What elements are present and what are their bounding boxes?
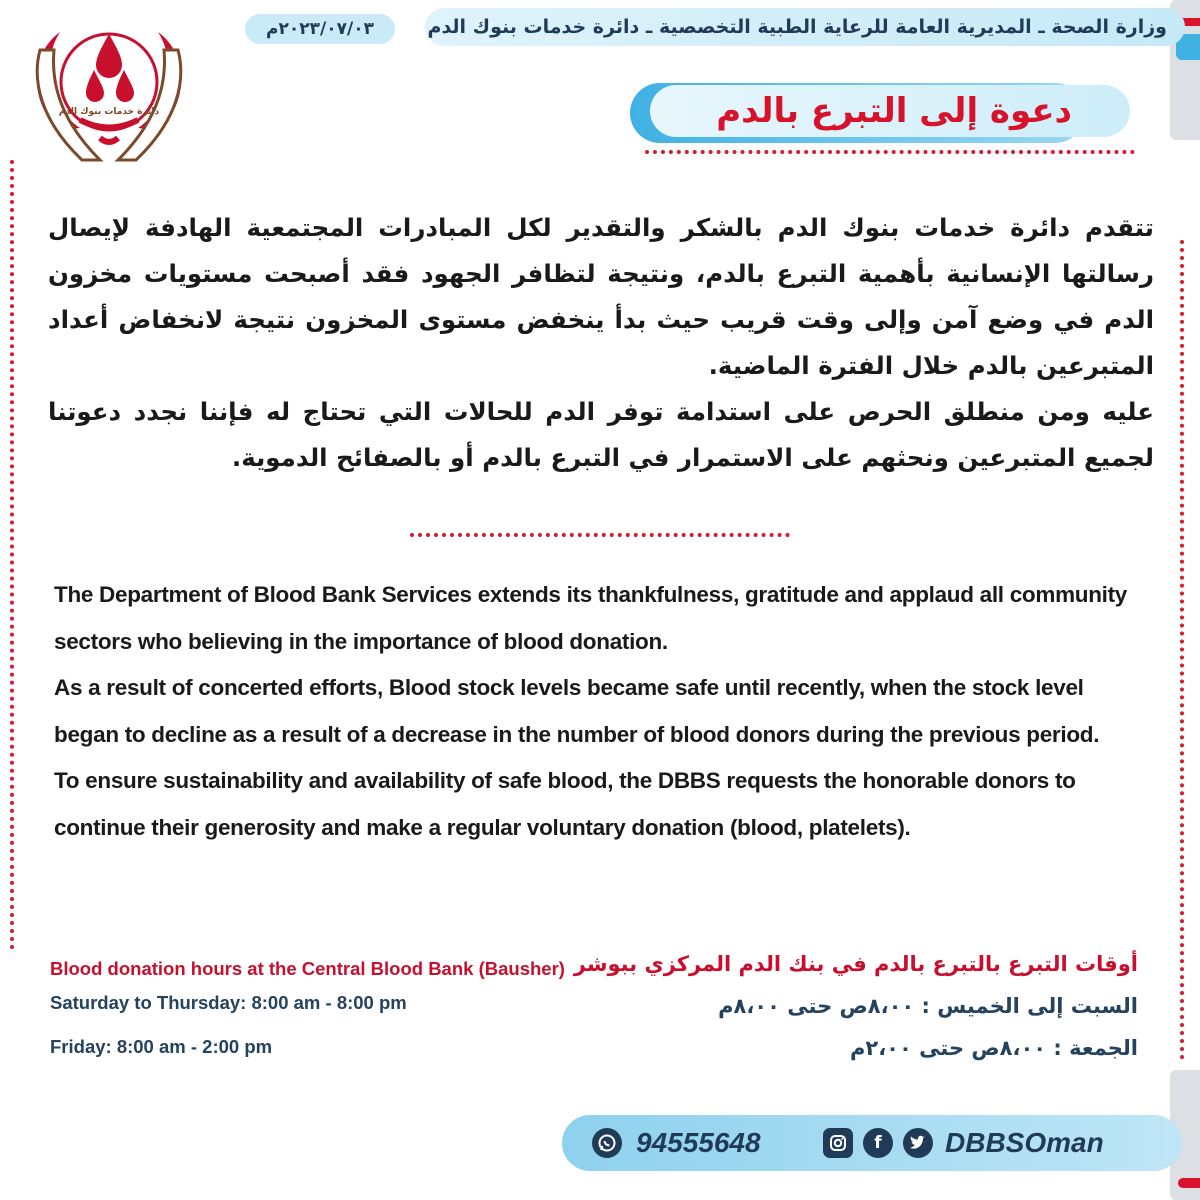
social-links [823,1127,1104,1159]
facebook-icon[interactable]: f [863,1128,893,1158]
hours-ar-friday: الجمعة : ٨،٠٠ص حتى ٢،٠٠م [849,1036,1138,1060]
hours-ar-title: أوقات التبرع بالتبرع بالدم في بنك الدم المركزي ببوشر [573,952,1138,976]
english-paragraph-3: To ensure sustainability and availability of safe blood, the DBBS requests the honorable donors to continue their generosity and make a regular voluntary donation (blood, platelets). [54,768,1076,840]
arabic-body [48,205,1154,481]
title-dotted-line [645,150,1135,154]
phone-number[interactable]: 94555648 [636,1127,761,1158]
header-banner [425,8,1185,46]
hours-en-title: Blood donation hours at the Central Blood Bank (Bausher) [50,958,565,979]
logo [20,10,198,168]
twitter-icon[interactable] [903,1128,933,1158]
blood-bank-logo-icon [20,10,198,168]
whatsapp-contact[interactable] [592,1127,761,1159]
english-body [54,572,1144,851]
hours-en-weekdays: Saturday to Thursday: 8:00 am - 8:00 pm [50,992,407,1013]
date-badge [245,14,395,44]
whatsapp-icon [592,1128,622,1158]
english-paragraph-2: As a result of concerted efforts, Blood stock levels became safe until recently, when the stock level began to decline as a result of a decrease in the number of blood donors during the previous period. [54,675,1100,747]
hours-english [50,958,565,1080]
section-divider [410,533,790,537]
ministry-line: وزارة الصحة ـ المديرية العامة للرعاية الطبية التخصصية ـ دائرة خدمات بنوك الدم [427,16,1167,38]
instagram-icon[interactable] [823,1128,853,1158]
logo-text: دائرة خدمات بنوك الدم [58,107,160,117]
title-ribbon [650,85,1130,137]
social-handle[interactable]: DBBSOman [945,1127,1104,1158]
page-title: دعوة إلى التبرع بالدم [716,91,1072,131]
hours-ar-weekdays: السبت إلى الخميس : ٨،٠٠ص حتى ٨،٠٠م [718,994,1138,1018]
hours-arabic [574,952,1138,1078]
right-dotted-border [1180,240,1184,1060]
english-paragraph-1: The Department of Blood Bank Services extends its thankfulness, gratitude and applaud all community sectors who believing in the importance of blood donation. [54,582,1128,654]
left-dotted-border [10,160,14,950]
arabic-paragraph-1: تتقدم دائرة خدمات بنوك الدم بالشكر والتقدير لكل المبادرات المجتمعية الهادفة لإيصال رسالتها الإنسانية بأهمية التبرع بالدم، ونتيجة لتظافر الجهود فقد أصبحت مستويات مخزون الدم في وضع آمن وإلى وقت قريب حيث بدأ ينخفض مستوى المخزون نتيجة لانخفاض أعداد المتبرعين بالدم خلال الفترة الماضية. [48,213,1154,380]
date-text: ٢٠٢٣/٠٧/٠٣م [266,19,374,39]
decor-bar-red-bottom [1178,1178,1200,1188]
hours-en-friday: Friday: 8:00 am - 2:00 pm [50,1036,273,1057]
arabic-paragraph-2: عليه ومن منطلق الحرص على استدامة توفر الدم للحالات التي تحتاج له فإننا نجدد دعوتنا لجميع المتبرعين ونحثهم على الاستمرار في التبرع بالدم أو بالصفائح الدموية. [48,397,1154,472]
